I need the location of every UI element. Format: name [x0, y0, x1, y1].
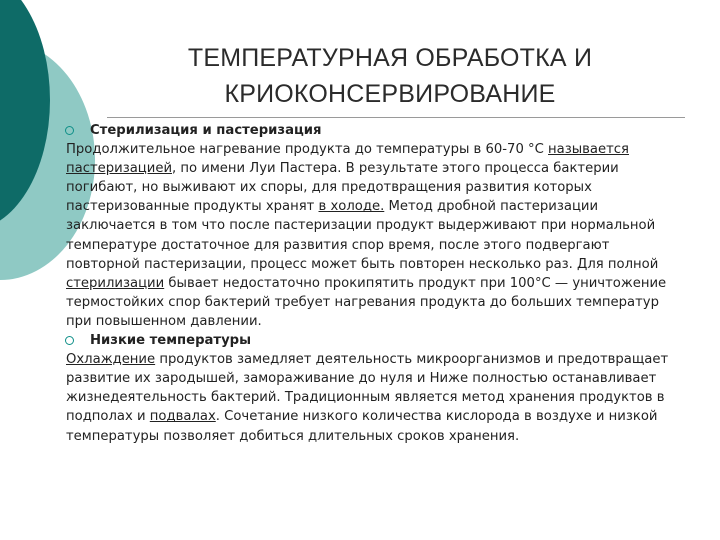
title-line-1: ТЕМПЕРАТУРНАЯ ОБРАБОТКА И	[187, 44, 593, 72]
text-run: . Сочетание низкого количества кислорода в воздухе и низкой температуры позволяет добиться длительных сроков хранения.	[66, 409, 658, 444]
text-run: продуктов замедляет деятельность микроорганизмов и предотвращает развитие их зародышей, замораживание до нуля и Ниже полностью останавливает жизнедеятельность бактерий. Традиционным является метод хранения продуктов в подполах и	[66, 352, 669, 425]
heading-text: Низкие температуры	[90, 333, 252, 349]
text-run: Метод дробной пастеризации заключается в том что после пастеризации продукт выдерживают при нормальной температуре достаточное для развития спор время, после этого подвергают повторной пастеризации, процесс может быть повторен несколько раз. Для полной	[66, 199, 659, 272]
heading-text: Стерилизация и пастеризация	[90, 123, 322, 138]
paragraph-low-temperatures	[66, 350, 676, 445]
link-pasteurization[interactable]: называется пастеризацией	[66, 142, 629, 177]
section-heading-low-temperatures	[64, 331, 676, 350]
slide-title	[140, 40, 640, 112]
link-cooling[interactable]: Охлаждение	[66, 352, 156, 368]
paragraph-sterilization	[66, 140, 676, 331]
link-sterilization[interactable]: стерилизации	[66, 275, 165, 291]
text-run: , по имени Луи Пастера. В результате этого процесса бактерии погибают, но выживают их споры, для предотвращения развития которых пастеризованные продукты хранят	[66, 161, 619, 215]
text-run: Продолжительное нагревание продукта до температуры в 60-70 °С	[66, 142, 549, 158]
link-cold[interactable]: в холоде.	[318, 199, 385, 215]
circle-bullet-icon	[65, 336, 74, 345]
slide-body	[66, 121, 676, 446]
circle-bullet-icon	[65, 126, 74, 135]
section-heading-sterilization	[64, 121, 676, 140]
title-line-2: КРИОКОНСЕРВИРОВАНИЕ	[224, 80, 556, 108]
title-divider	[107, 117, 685, 118]
text-run: бывает недостаточно прокипятить продукт при 100°С — уничтожение термостойких спор бактерий требует нагревания продукта до больших температур при повышенном давлении.	[66, 275, 667, 329]
link-cellars[interactable]: подвалах	[149, 409, 216, 425]
